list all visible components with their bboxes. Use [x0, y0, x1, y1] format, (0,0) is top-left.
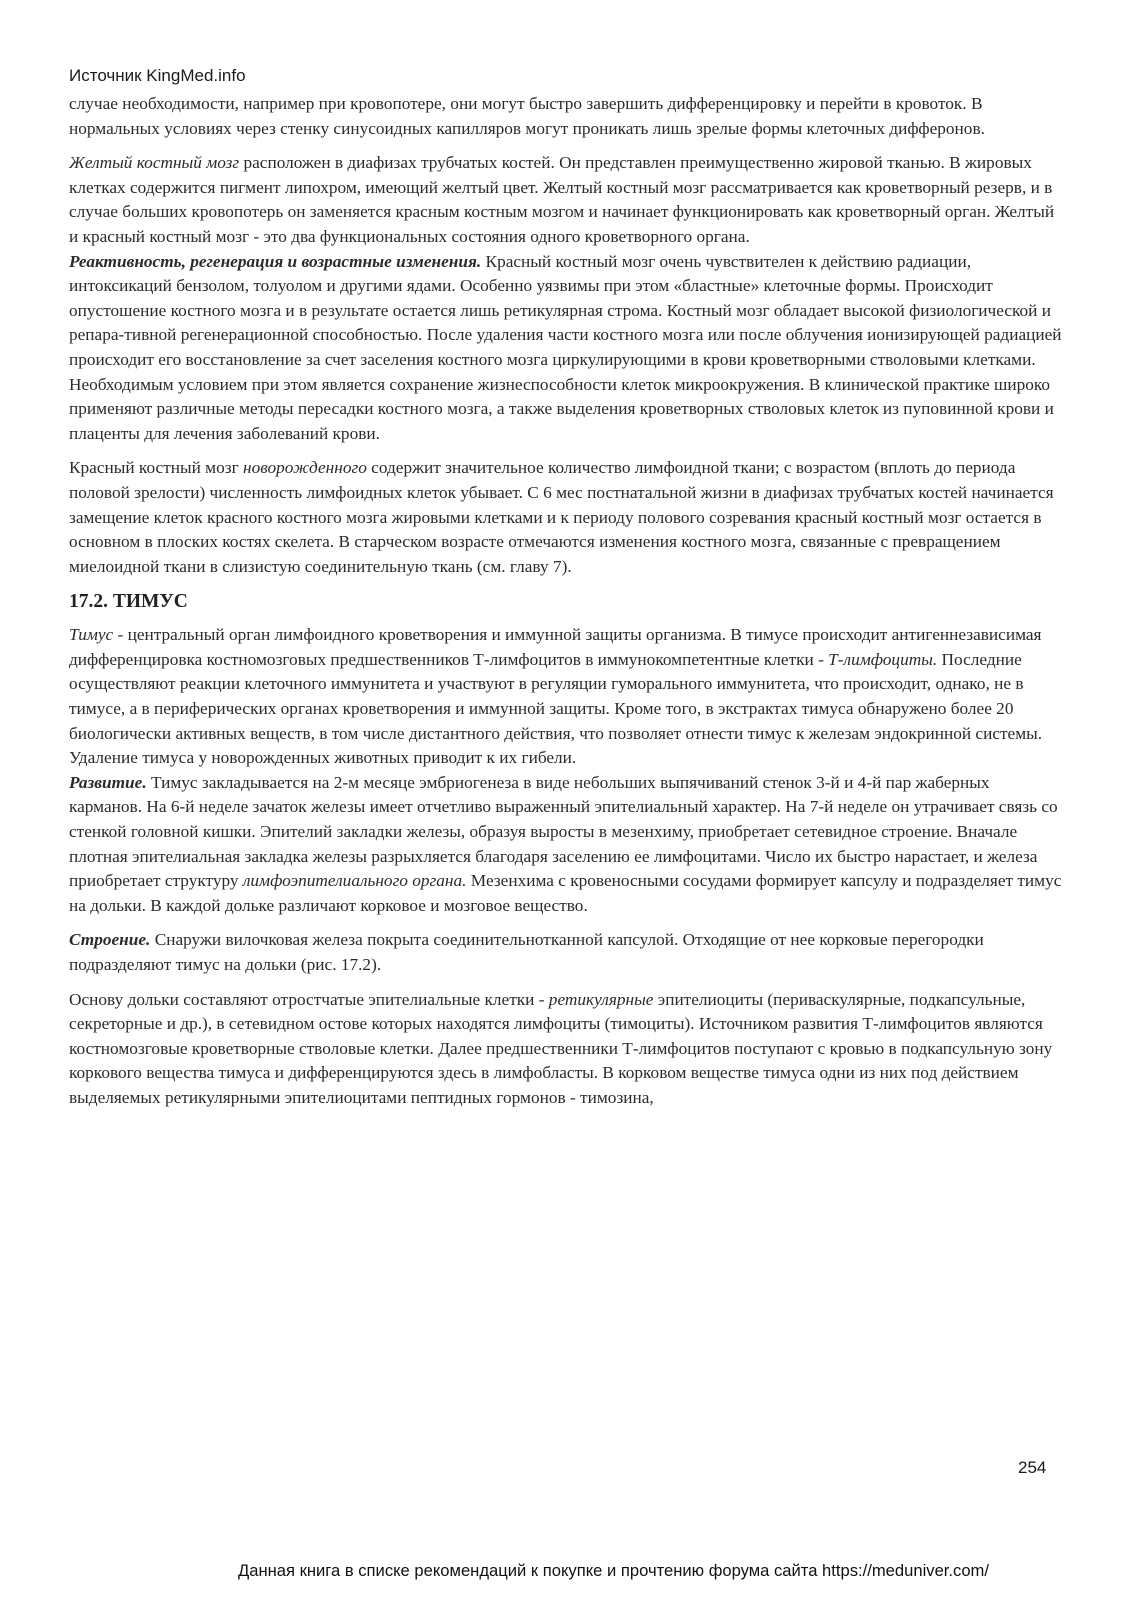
subheading-structure: Строение.	[69, 930, 151, 950]
term-thymus: Тимус	[69, 625, 114, 645]
paragraph-thymus-text-1: - центральный орган лимфоидного кроветворения и иммунной защиты организма. В тимусе происходит антигеннезависимая дифференцировка костномозговых предшественников Т-лимфоцитов в иммунокомпетентные клетки -	[69, 625, 1042, 669]
paragraph-lobule-text-2: эпителиоциты (периваскулярные, подкапсульные, секреторные и др.), в сетевидном остове которых находятся лимфоциты (тимоциты). Источником развития Т-лимфоцитов являются костномозговые кроветворные стволовые клетки. Далее предшественники Т-лимфоцитов поступают с кровью в подкапсульную зону коркового вещества тимуса и дифференцируются здесь в лимфобласты. В корковом веществе тимуса одни из них под действием выделяемых ретикулярными эпителиоцитами пептидных гормонов - тимозина,	[69, 989, 1053, 1107]
page-number: 254	[1018, 1458, 1047, 1477]
paragraph-1-text: случае необходимости, например при кровопотере, они могут быстро завершить дифференцировку и перейти в кровоток. В нормальных условиях через стенку синусоидных капилляров могут проникать лишь зрелые формы клеточных дифферонов.	[69, 94, 985, 138]
term-lymphoepithelial-organ: лимфоэпителиального органа.	[242, 871, 467, 891]
section-title: 17.2. ТИМУС	[69, 591, 188, 613]
term-yellow-marrow: Желтый костный мозг	[69, 153, 240, 173]
paragraph-development-text-2: Мезенхима с кровеносными сосудами формирует капсулу и подразделяет тимус на дольки. В каждой дольке различают корковое и мозговое вещество.	[69, 871, 1062, 915]
paragraph-thymus-text-2: Последние осуществляют реакции клеточного иммунитета и участвуют в регуляции гуморального иммунитета, что происходит, однако, не в тимусе, а в периферических органах кроветворения и иммунной защиты. Кроме того, в экстрактах тимуса обнаружено более 20 биологически активных веществ, в том числе дистантного действия, что позволяет отнести тимус к железам эндокринной системы. Удаление тимуса у новорожденных животных приводит к их гибели.	[69, 649, 1043, 768]
subheading-reactivity: Реактивность, регенерация и возрастные изменения.	[69, 251, 482, 271]
paragraph-development-text-1: Тимус закладывается на 2-м месяце эмбриогенеза в виде небольших выпячиваний стенок 3-й и 4-й пар жаберных карманов. На 6-й неделе зачаток железы имеет отчетливо выраженный эпителиальный характер. На 7-й неделе он утрачивает связь со стенкой головной кишки. Эпителий закладки железы, образуя выросты в мезенхиму, приобретает сетевидное строение. Вначале плотная эпителиальная закладка железы разрыхляется благодаря заселению ее лимфоцитами. Число их быстро нарастает, и железа приобретает структуру	[69, 772, 1058, 891]
paragraph-structure-text: Снаружи вилочковая железа покрыта соединительнотканной капсулой. Отходящие от нее корковые перегородки подразделяют тимус на дольки (рис. 17.2).	[69, 930, 984, 974]
paragraph-reactivity	[69, 250, 1065, 447]
term-newborn: новорожденного	[243, 458, 367, 478]
paragraph-newborn-before: Красный костный мозг	[69, 458, 243, 478]
paragraph-yellow-marrow-text: расположен в диафизах трубчатых костей. Он представлен преимущественно жировой тканью. В жировых клетках содержится пигмент липохром, имеющий желтый цвет. Желтый костный мозг рассматривается как кроветворный резерв, и в случае больших кровопотерь он заменяется красным костным мозгом и начинает функционировать как кроветворный орган. Желтый и красный костный мозг - это два функциональных состояния одного кроветворного органа.	[69, 153, 1055, 246]
paragraph-lobule-text-1: Основу дольки составляют отростчатые эпителиальные клетки -	[69, 989, 549, 1009]
source-header: Источник KingMed.info	[69, 66, 246, 85]
footer-note: Данная книга в списке рекомендаций к покупке и прочтению форума сайта https://meduniver.com/	[238, 1561, 989, 1580]
term-reticular: ретикулярные	[548, 989, 654, 1009]
subheading-development: Развитие.	[69, 772, 147, 792]
term-t-lymphocytes: Т-лимфоциты.	[828, 649, 938, 669]
paragraph-thymus	[69, 623, 1065, 771]
paragraph-newborn	[69, 456, 1065, 579]
paragraph-1	[69, 92, 1065, 141]
paragraph-reactivity-text: Красный костный мозг очень чувствителен к действию радиации, интоксикаций бензолом, толуолом и другими ядами. Особенно уязвимы при этом «бластные» клеточные формы. Происходит опустошение костного мозга и в результате остается лишь ретикулярная строма. Костный мозг обладает высокой физиологической и репара-тивной регенерационной способностью. После удаления части костного мозга или после облучения ионизирующей радиацией происходит его восстановление за счет заселения костного мозга циркулирующими в крови кроветворными стволовыми клетками. Необходимым условием при этом является сохранение жизнеспособности клеток микроокружения. В клинической практике широко применяют различные методы пересадки костного мозга, а также выделения кроветворных стволовых клеток из пуповинной крови и плаценты для лечения заболеваний крови.	[69, 251, 1062, 443]
paragraph-structure	[69, 928, 1065, 977]
paragraph-newborn-after: содержит значительное количество лимфоидной ткани; с возрастом (вплоть до периода половой зрелости) численность лимфоидных клеток убывает. С 6 мес постнатальной жизни в диафизах трубчатых костей начинается замещение клеток красного костного мозга жировыми клетками и к периоду полового созревания красный костный мозг остается в основном в плоских костях скелета. В старческом возрасте отмечаются изменения костного мозга, связанные с превращением миелоидной ткани в слизистую соединительную ткань (см. главу 7).	[69, 458, 1054, 576]
paragraph-lobule	[69, 988, 1065, 1111]
paragraph-yellow-marrow	[69, 151, 1065, 249]
paragraph-development	[69, 771, 1065, 919]
page-content	[69, 92, 1065, 1121]
